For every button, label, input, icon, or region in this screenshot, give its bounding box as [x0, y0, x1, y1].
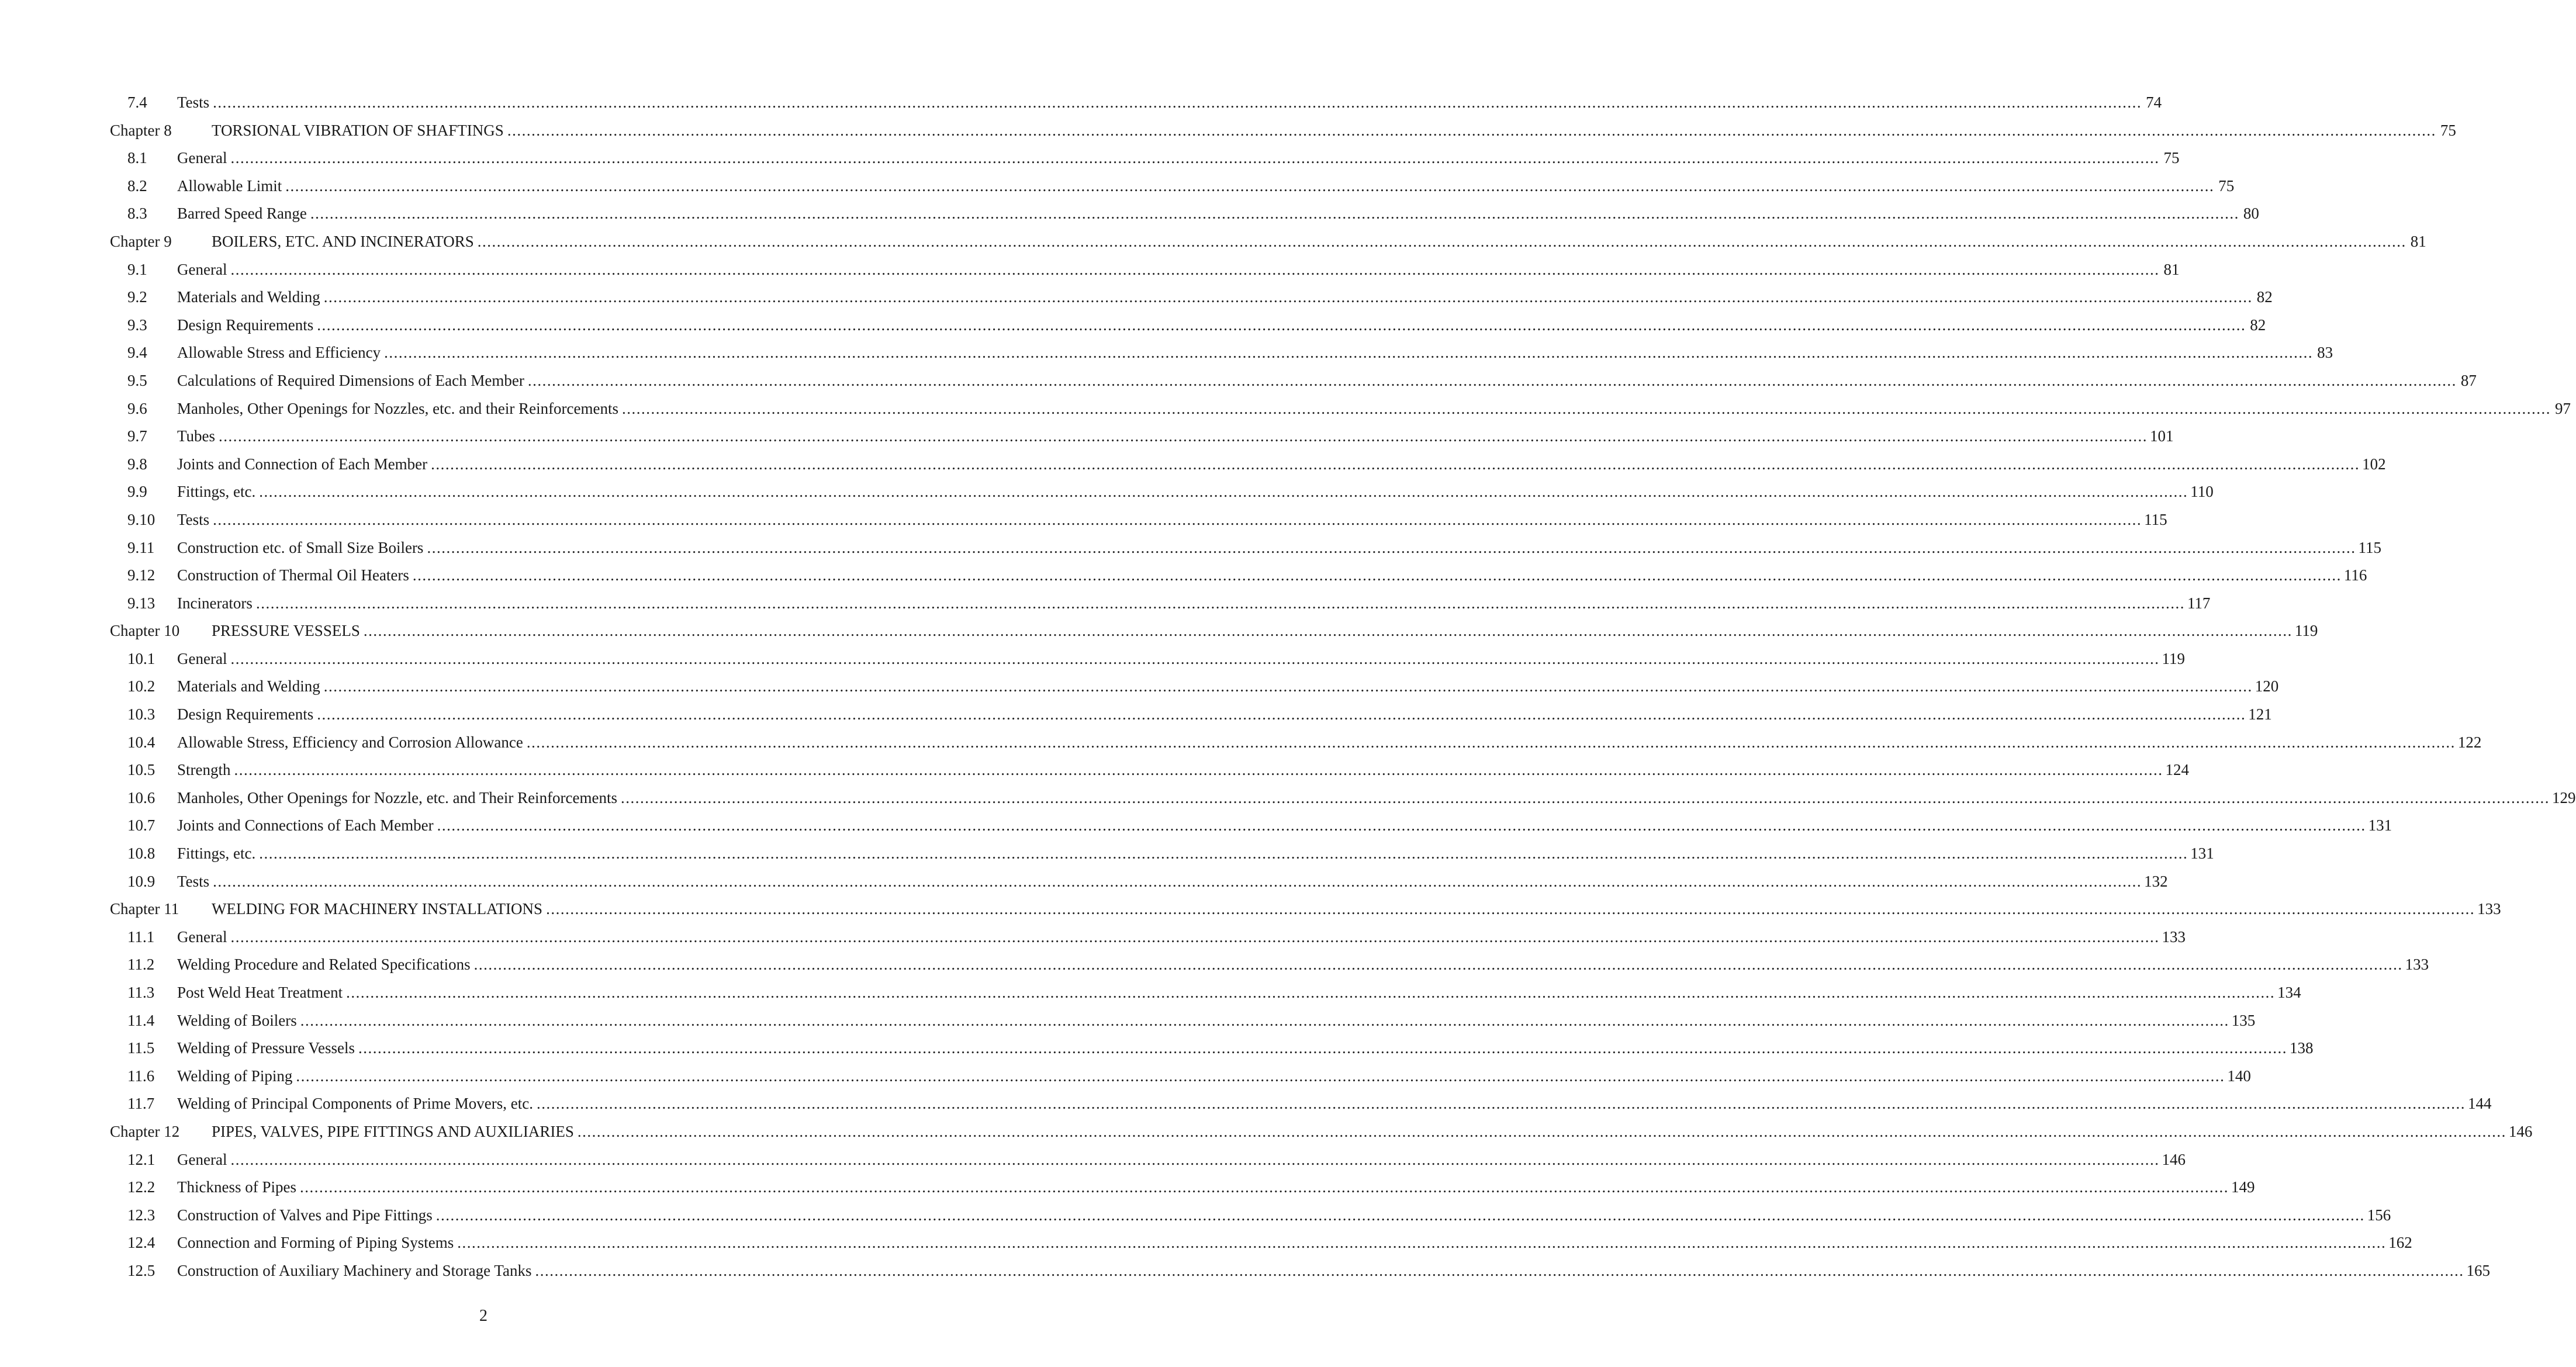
toc-entry-number: Chapter 12: [110, 1122, 180, 1140]
dot-leader: ................................................................................................................................................................................................................................................................................................................................................................................................................: [230, 649, 2160, 667]
toc-entry-title: Welding of Piping: [177, 1067, 293, 1085]
dot-leader: ................................................................................................................................................................................................................................................................................................................................................................................................................: [259, 845, 2188, 863]
dot-leader: ................................................................................................................................................................................................................................................................................................................................................................................................................: [230, 928, 2160, 946]
toc-entry-title: Joints and Connections of Each Member: [177, 816, 434, 835]
toc-entry-number: 10.1: [127, 649, 155, 667]
toc-entry-title: Welding of Pressure Vessels: [177, 1039, 355, 1057]
toc-section-row[interactable]: [110, 200, 2259, 228]
dot-leader: ................................................................................................................................................................................................................................................................................................................................................................................................................: [317, 705, 2246, 724]
toc-section-row[interactable]: [110, 1007, 2256, 1035]
toc-entry-page: 144: [2467, 1095, 2492, 1113]
toc-section-row[interactable]: [110, 729, 2482, 757]
dot-leader: ................................................................................................................................................................................................................................................................................................................................................................................................................: [213, 510, 2142, 528]
toc-entry-title: Connection and Forming of Piping Systems: [177, 1234, 454, 1252]
toc-chapter-row[interactable]: [110, 117, 2456, 145]
toc-section-row[interactable]: [110, 312, 2266, 340]
toc-entry-title: Construction of Valves and Pipe Fittings: [177, 1206, 433, 1224]
toc-entry-page: 87: [2460, 371, 2477, 389]
toc-section-row[interactable]: [110, 951, 2429, 979]
dot-leader: ................................................................................................................................................................................................................................................................................................................................................................................................................: [477, 232, 2406, 250]
toc-entry-number: 10.2: [127, 677, 155, 695]
toc-entry-number: 12.5: [127, 1261, 155, 1279]
toc-entry-page: 134: [2277, 984, 2301, 1001]
toc-section-row[interactable]: [110, 451, 2386, 479]
toc-entry-page: 115: [2144, 510, 2167, 528]
toc-entry-number: 9.5: [127, 371, 147, 389]
toc-entry-page: 140: [2227, 1067, 2251, 1085]
toc-entry-title: BOILERS, ETC. AND INCINERATORS: [212, 232, 474, 250]
toc-entry-page: 146: [2508, 1122, 2533, 1140]
toc-section-row[interactable]: [110, 1034, 2314, 1063]
toc-entry-page: 149: [2231, 1178, 2255, 1196]
toc-entry-title: Construction of Auxiliary Machinery and Storage Tanks: [177, 1261, 532, 1279]
toc-section-row[interactable]: [110, 673, 2279, 701]
dot-leader: ................................................................................................................................................................................................................................................................................................................................................................................................................: [255, 594, 2185, 612]
toc-chapter-row[interactable]: [110, 228, 2426, 256]
dot-leader: ................................................................................................................................................................................................................................................................................................................................................................................................................: [310, 205, 2239, 223]
toc-entry-page: 135: [2231, 1011, 2256, 1029]
toc-section-row[interactable]: [110, 979, 2301, 1007]
dot-leader: ................................................................................................................................................................................................................................................................................................................................................................................................................: [323, 288, 2253, 306]
toc-entry-title: Welding of Principal Components of Prime Movers, etc.: [177, 1095, 533, 1113]
toc-entry-title: Materials and Welding: [177, 677, 320, 695]
dot-leader: ................................................................................................................................................................................................................................................................................................................................................................................................................: [230, 149, 2160, 167]
toc-entry-number: Chapter 10: [110, 622, 180, 640]
toc-entry-number: 10.7: [127, 816, 155, 835]
toc-entry-number: 11.1: [127, 928, 155, 946]
toc-entry-title: Tests: [177, 872, 210, 890]
toc-entry-title: Fittings, etc.: [177, 845, 256, 863]
toc-entry-title: TORSIONAL VIBRATION OF SHAFTINGS: [212, 121, 504, 139]
toc-entry-title: PIPES, VALVES, PIPE FITTINGS AND AUXILIARIES: [212, 1122, 574, 1140]
toc-entry-number: 9.7: [127, 427, 147, 445]
toc-section-row[interactable]: [110, 1229, 2412, 1257]
toc-entry-title: Tubes: [177, 427, 216, 445]
dot-leader: ................................................................................................................................................................................................................................................................................................................................................................................................................: [230, 1150, 2160, 1168]
toc-section-row[interactable]: [110, 89, 2162, 117]
toc-entry-number: 8.1: [127, 149, 147, 167]
toc-entry-title: Construction etc. of Small Size Boilers: [177, 538, 424, 556]
toc-entry-title: General: [177, 1150, 227, 1168]
toc-entry-title: General: [177, 928, 227, 946]
toc-entry-number: 11.6: [127, 1067, 155, 1085]
toc-entry-number: 9.6: [127, 399, 147, 417]
dot-leader: ................................................................................................................................................................................................................................................................................................................................................................................................................: [219, 427, 2148, 445]
dot-leader: ................................................................................................................................................................................................................................................................................................................................................................................................................: [230, 260, 2160, 278]
toc-chapter-row[interactable]: [110, 1118, 2533, 1146]
dot-leader: ................................................................................................................................................................................................................................................................................................................................................................................................................: [384, 344, 2314, 362]
toc-entry-title: Manholes, Other Openings for Nozzles, etc. and their Reinforcements: [177, 399, 619, 417]
toc-entry-page: 110: [2190, 483, 2214, 501]
toc-entry-number: 12.3: [127, 1206, 155, 1224]
toc-entry-title: General: [177, 649, 227, 667]
toc-entry-title: Allowable Stress and Efficiency: [177, 344, 381, 362]
toc-entry-title: Construction of Thermal Oil Heaters: [177, 566, 409, 584]
toc-section-row[interactable]: [110, 506, 2167, 534]
toc-entry-number: Chapter 9: [110, 232, 172, 250]
toc-entry-page: 115: [2358, 538, 2381, 556]
toc-section-row[interactable]: [110, 756, 2189, 784]
toc-entry-page: 165: [2466, 1261, 2490, 1279]
toc-entry-page: 162: [2388, 1234, 2412, 1252]
toc-section-row[interactable]: [110, 283, 2273, 312]
toc-entry-number: 11.2: [127, 956, 155, 974]
toc-entry-number: 9.2: [127, 288, 147, 306]
dot-leader: ................................................................................................................................................................................................................................................................................................................................................................................................................: [577, 1122, 2506, 1140]
dot-leader: ................................................................................................................................................................................................................................................................................................................................................................................................................: [431, 455, 2360, 473]
toc-section-row[interactable]: [110, 395, 2571, 423]
toc-entry-number: 9.4: [127, 344, 147, 362]
toc-section-row[interactable]: [110, 256, 2180, 284]
toc-entry-number: 10.3: [127, 705, 155, 724]
toc-entry-page: 156: [2367, 1206, 2391, 1224]
toc-entry-title: Post Weld Heat Treatment: [177, 984, 343, 1001]
dot-leader: ................................................................................................................................................................................................................................................................................................................................................................................................................: [437, 816, 2366, 835]
table-of-contents: [110, 89, 2576, 1285]
toc-entry-page: 119: [2162, 649, 2185, 667]
toc-entry-title: Tests: [177, 94, 210, 111]
dot-leader: ................................................................................................................................................................................................................................................................................................................................................................................................................: [259, 483, 2188, 501]
dot-leader: ................................................................................................................................................................................................................................................................................................................................................................................................................: [213, 94, 2142, 111]
toc-section-row[interactable]: [110, 1063, 2251, 1091]
toc-entry-title: Calculations of Required Dimensions of Each Member: [177, 371, 524, 389]
toc-entry-number: 10.9: [127, 872, 155, 890]
toc-entry-page: 133: [2405, 956, 2429, 974]
dot-leader: ................................................................................................................................................................................................................................................................................................................................................................................................................: [507, 121, 2436, 139]
toc-section-row[interactable]: [110, 812, 2392, 840]
toc-entry-page: 80: [2243, 205, 2259, 223]
toc-entry-page: 120: [2255, 677, 2279, 695]
toc-entry-title: Welding Procedure and Related Specifications: [177, 956, 471, 974]
toc-section-row[interactable]: [110, 645, 2185, 673]
toc-entry-title: WELDING FOR MACHINERY INSTALLATIONS: [212, 900, 543, 918]
dot-leader: ................................................................................................................................................................................................................................................................................................................................................................................................................: [363, 622, 2293, 640]
toc-entry-page: 146: [2162, 1150, 2186, 1168]
toc-section-row[interactable]: [110, 1146, 2186, 1174]
dot-leader: ................................................................................................................................................................................................................................................................................................................................................................................................................: [435, 1206, 2365, 1224]
toc-section-row[interactable]: [110, 701, 2272, 729]
dot-leader: ................................................................................................................................................................................................................................................................................................................................................................................................................: [621, 788, 2550, 807]
toc-entry-page: 133: [2477, 900, 2501, 918]
dot-leader: ................................................................................................................................................................................................................................................................................................................................................................................................................: [234, 761, 2163, 779]
dot-leader: ................................................................................................................................................................................................................................................................................................................................................................................................................: [457, 1234, 2387, 1252]
toc-entry-page: 75: [2440, 121, 2456, 139]
toc-section-row[interactable]: [110, 784, 2576, 812]
toc-section-row[interactable]: [110, 367, 2477, 395]
toc-entry-page: 133: [2162, 928, 2186, 946]
toc-entry-title: Tests: [177, 510, 210, 528]
dot-leader: ................................................................................................................................................................................................................................................................................................................................................................................................................: [526, 733, 2456, 751]
toc-entry-page: 124: [2165, 761, 2189, 779]
toc-entry-number: 9.9: [127, 483, 147, 501]
toc-section-row[interactable]: [110, 590, 2211, 618]
dot-leader: ................................................................................................................................................................................................................................................................................................................................................................................................................: [323, 677, 2253, 695]
toc-entry-title: Fittings, etc.: [177, 483, 256, 501]
toc-entry-number: 11.7: [127, 1095, 155, 1113]
toc-entry-number: 12.2: [127, 1178, 155, 1196]
toc-section-row[interactable]: [110, 339, 2333, 367]
toc-entry-page: 101: [2150, 427, 2174, 445]
toc-entry-page: 131: [2368, 816, 2392, 835]
toc-entry-number: 9.12: [127, 566, 155, 584]
toc-entry-page: 138: [2290, 1039, 2314, 1057]
toc-entry-number: 9.10: [127, 510, 155, 528]
toc-entry-number: 12.1: [127, 1150, 155, 1168]
toc-entry-number: 11.5: [127, 1039, 155, 1057]
toc-entry-page: 83: [2317, 344, 2333, 362]
toc-section-row[interactable]: [110, 1202, 2391, 1230]
toc-entry-title: Strength: [177, 761, 231, 779]
toc-section-row[interactable]: [110, 562, 2367, 590]
toc-entry-title: Incinerators: [177, 594, 253, 612]
toc-section-row[interactable]: [110, 534, 2381, 562]
dot-leader: ................................................................................................................................................................................................................................................................................................................................................................................................................: [317, 316, 2246, 334]
dot-leader: ................................................................................................................................................................................................................................................................................................................................................................................................................: [412, 566, 2342, 584]
toc-entry-title: PRESSURE VESSELS: [212, 622, 360, 640]
toc-section-row[interactable]: [110, 868, 2168, 896]
dot-leader: ................................................................................................................................................................................................................................................................................................................................................................................................................: [285, 177, 2215, 195]
toc-entry-number: 9.11: [127, 538, 155, 556]
toc-entry-number: 9.3: [127, 316, 147, 334]
toc-chapter-row[interactable]: [110, 617, 2318, 645]
dot-leader: ................................................................................................................................................................................................................................................................................................................................................................................................................: [427, 538, 2356, 556]
toc-entry-page: 116: [2343, 566, 2367, 584]
toc-section-row[interactable]: [110, 840, 2214, 868]
dot-leader: ................................................................................................................................................................................................................................................................................................................................................................................................................: [546, 900, 2475, 918]
toc-entry-title: Allowable Limit: [177, 177, 282, 195]
toc-entry-number: 10.4: [127, 733, 155, 751]
toc-entry-title: Design Requirements: [177, 316, 314, 334]
dot-leader: ................................................................................................................................................................................................................................................................................................................................................................................................................: [535, 1261, 2464, 1279]
toc-entry-page: 82: [2256, 288, 2273, 306]
toc-entry-page: 75: [2163, 149, 2180, 167]
toc-entry-page: 97: [2555, 399, 2571, 417]
toc-entry-page: 82: [2250, 316, 2266, 334]
toc-entry-page: 117: [2187, 594, 2211, 612]
toc-section-row[interactable]: [110, 144, 2180, 172]
toc-entry-title: Thickness of Pipes: [177, 1178, 296, 1196]
dot-leader: ................................................................................................................................................................................................................................................................................................................................................................................................................: [299, 1178, 2229, 1196]
dot-leader: ................................................................................................................................................................................................................................................................................................................................................................................................................: [473, 956, 2403, 974]
toc-entry-number: 9.8: [127, 455, 147, 473]
dot-leader: ................................................................................................................................................................................................................................................................................................................................................................................................................: [536, 1095, 2466, 1113]
toc-entry-number: Chapter 8: [110, 121, 172, 139]
toc-entry-number: 8.2: [127, 177, 147, 195]
toc-entry-number: 10.8: [127, 845, 155, 863]
toc-section-row[interactable]: [110, 923, 2186, 951]
toc-section-row[interactable]: [110, 478, 2214, 506]
toc-entry-page: 81: [2163, 260, 2180, 278]
dot-leader: ................................................................................................................................................................................................................................................................................................................................................................................................................: [300, 1011, 2229, 1029]
toc-section-row[interactable]: [110, 172, 2235, 200]
dot-leader: ................................................................................................................................................................................................................................................................................................................................................................................................................: [527, 371, 2457, 389]
toc-entry-title: Barred Speed Range: [177, 205, 307, 223]
toc-section-row[interactable]: [110, 1257, 2490, 1285]
toc-entry-number: 12.4: [127, 1234, 155, 1252]
toc-chapter-row[interactable]: [110, 895, 2501, 923]
toc-entry-page: 131: [2190, 845, 2214, 863]
dot-leader: ................................................................................................................................................................................................................................................................................................................................................................................................................: [346, 984, 2276, 1001]
toc-entry-page: 129: [2552, 788, 2576, 807]
toc-entry-number: 11.3: [127, 984, 155, 1001]
page-number: 2: [479, 1307, 487, 1325]
toc-entry-page: 132: [2144, 872, 2168, 890]
dot-leader: ................................................................................................................................................................................................................................................................................................................................................................................................................: [213, 872, 2142, 890]
toc-entry-page: 81: [2410, 232, 2426, 250]
toc-entry-page: 122: [2457, 733, 2482, 751]
dot-leader: ................................................................................................................................................................................................................................................................................................................................................................................................................: [296, 1067, 2225, 1085]
toc-entry-number: 8.3: [127, 205, 147, 223]
toc-entry-title: Joints and Connection of Each Member: [177, 455, 428, 473]
toc-entry-number: 9.1: [127, 260, 147, 278]
dot-leader: ................................................................................................................................................................................................................................................................................................................................................................................................................: [622, 399, 2551, 417]
toc-entry-page: 121: [2248, 705, 2272, 724]
toc-entry-title: Welding of Boilers: [177, 1011, 297, 1029]
toc-entry-number: 7.4: [127, 94, 147, 111]
toc-entry-number: 10.5: [127, 761, 155, 779]
toc-section-row[interactable]: [110, 423, 2174, 451]
toc-entry-number: 9.13: [127, 594, 155, 612]
toc-entry-title: Manholes, Other Openings for Nozzle, etc. and Their Reinforcements: [177, 788, 618, 807]
toc-entry-title: General: [177, 260, 227, 278]
toc-entry-number: 11.4: [127, 1011, 155, 1029]
toc-section-row[interactable]: [110, 1174, 2255, 1202]
toc-entry-number: Chapter 11: [110, 900, 179, 918]
toc-entry-page: 74: [2146, 94, 2162, 111]
toc-section-row[interactable]: [110, 1090, 2492, 1118]
toc-entry-title: Materials and Welding: [177, 288, 320, 306]
toc-entry-title: Design Requirements: [177, 705, 314, 724]
dot-leader: ................................................................................................................................................................................................................................................................................................................................................................................................................: [358, 1039, 2288, 1057]
toc-entry-page: 75: [2218, 177, 2235, 195]
toc-entry-title: General: [177, 149, 227, 167]
toc-entry-page: 102: [2362, 455, 2386, 473]
toc-entry-title: Allowable Stress, Efficiency and Corrosion Allowance: [177, 733, 523, 751]
toc-entry-page: 119: [2294, 622, 2318, 640]
toc-entry-number: 10.6: [127, 788, 155, 807]
